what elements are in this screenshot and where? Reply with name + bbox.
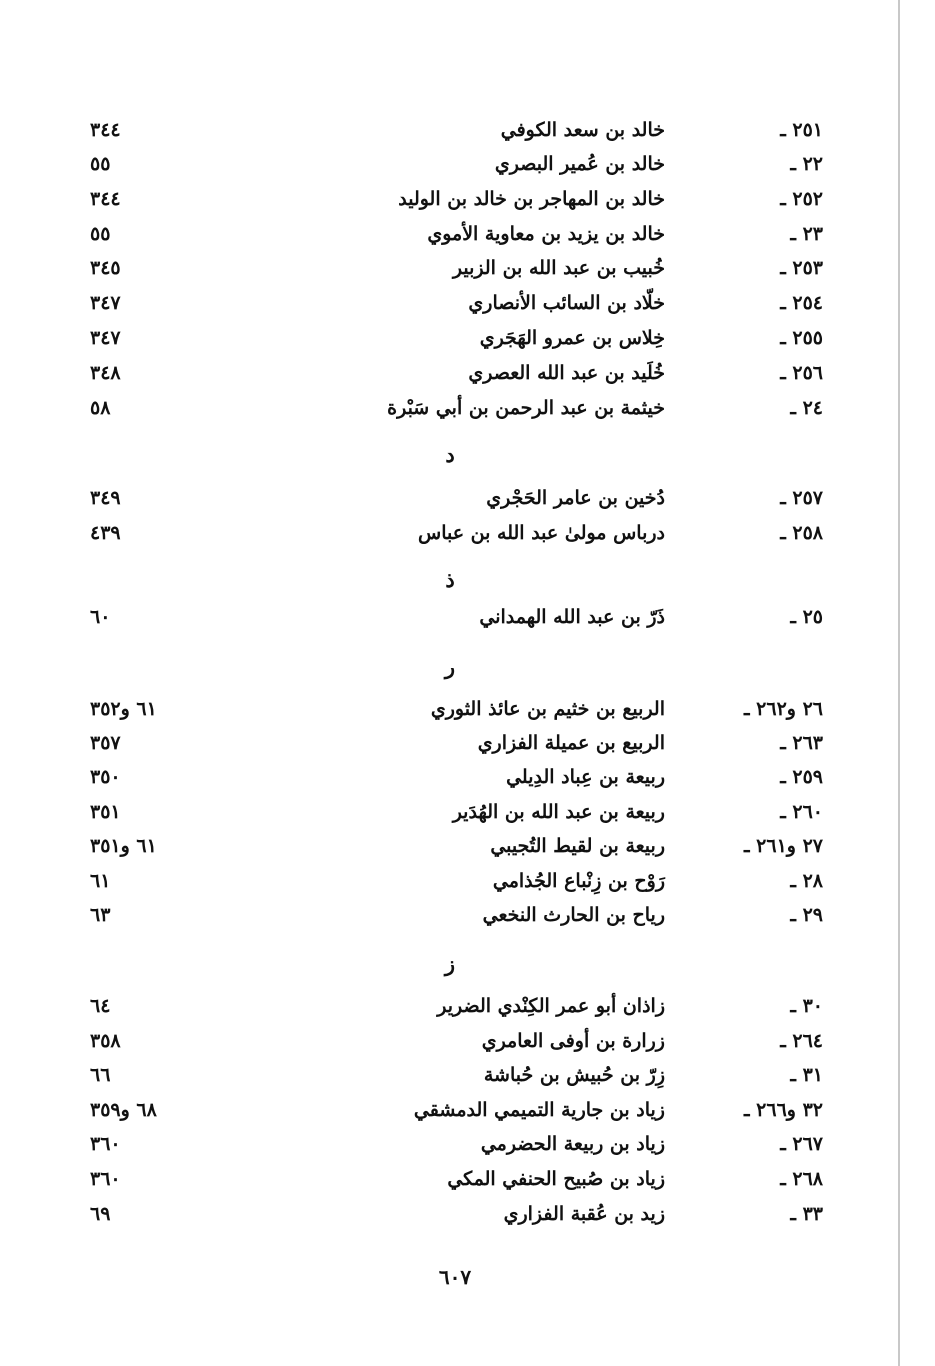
entry-name: الربيع بن خثيم بن عائذ الثوري [430,698,665,720]
entry-number: ٢٥٢ ـ [780,188,823,210]
entry-number: ٢٢ ـ [790,153,823,175]
entry-number: ٢٧ و٢٦١ ـ [743,835,823,857]
entry-page: ٥٥ [90,153,111,175]
entry-page: ٦١ و٣٥١ [90,835,157,857]
entry-page: ٣٥١ [90,801,121,823]
entry-number: ٣١ ـ [790,1064,823,1086]
entry-name: خُلَيد بن عبد الله العصري [468,362,665,384]
entry-number: ٢٤ ـ [790,397,823,419]
index-entry [0,287,935,319]
entry-name: خالد بن المهاجر بن خالد بن الوليد [398,188,665,210]
entry-number: ٢٥٥ ـ [780,327,823,349]
index-entry [0,517,935,549]
entry-name: خلّاد بن السائب الأنصاري [468,292,665,314]
entry-number: ٢٥٩ ـ [780,766,823,788]
entry-page: ٣٤٩ [90,487,121,509]
entry-page: ٣٥٧ [90,732,121,754]
section-letter-heading: د [445,442,455,467]
entry-number: ٢٦٤ ـ [780,1030,823,1052]
entry-page: ٦٩ [90,1203,111,1225]
index-entry [0,830,935,862]
index-entry [0,322,935,354]
entry-name: زياد بن ربيعة الحضرمي [480,1133,665,1155]
entry-number: ٣٣ ـ [790,1203,823,1225]
index-entry [0,1163,935,1195]
entry-page: ٥٥ [90,223,111,245]
entry-number: ٢٥٣ ـ [780,257,823,279]
index-entry [0,357,935,389]
entry-page: ٦٤ [90,995,111,1017]
entry-name: زياد بن جارية التميمي الدمشقي [413,1099,665,1121]
entry-name: درباس مولىٰ عبد الله بن عباس [418,522,665,544]
index-entry [0,727,935,759]
entry-name: ربيعة بن لقيط التُجيبي [490,835,665,857]
entry-page: ٣٤٧ [90,327,121,349]
entry-name: ذَرّ بن عبد الله الهمداني [479,606,665,628]
entry-number: ٢٦٣ ـ [780,732,823,754]
section-letter-heading: ر [444,654,456,679]
entry-name: ربيعة بن عبد الله بن الهُدَير [452,801,665,823]
page-number: ٦٠٧ [438,1265,472,1289]
index-entry [0,148,935,180]
entry-number: ٢٥٦ ـ [780,362,823,384]
index-entry [0,482,935,514]
entry-name: زرارة بن أوفى العامري [481,1030,665,1052]
index-entry [0,990,935,1022]
entry-page: ٦١ و٣٥٢ [90,698,157,720]
section-letter-heading: ز [444,951,456,976]
index-entry [0,218,935,250]
entry-name: دُخين بن عامر الحَجْري [486,487,665,509]
entry-number: ٢٥٧ ـ [780,487,823,509]
entry-name: زِرّ بن حُبيش بن حُباشة [483,1064,665,1086]
entry-name: ربيعة بن عِباد الدِيلي [506,766,665,788]
entry-name: خالد بن يزيد بن معاوية الأموي [427,223,665,245]
entry-number: ٢٥٤ ـ [780,292,823,314]
entry-page: ٦١ [90,870,111,892]
entry-number: ٣٢ و٢٦٦ ـ [743,1099,823,1121]
entry-name: الربيع بن عميلة الفزاري [477,732,665,754]
entry-number: ٢٨ ـ [790,870,823,892]
entry-name: زياد بن صُبيح الحنفي المكي [447,1168,665,1190]
entry-name: خالد بن سعد الكوفي [500,119,665,141]
index-entry [0,761,935,793]
index-entry [0,1198,935,1230]
entry-name: زيد بن عُقبة الفزاري [503,1203,665,1225]
entry-number: ٢٥ ـ [790,606,823,628]
entry-page: ٤٣٩ [90,522,121,544]
entry-name: خِلاس بن عمرو الهَجَري [479,327,665,349]
entry-number: ٢٥٨ ـ [780,522,823,544]
index-entry [0,1128,935,1160]
entry-page: ٦٦ [90,1064,111,1086]
entry-page: ٣٥٠ [90,766,121,788]
index-entry [0,865,935,897]
index-entry [0,252,935,284]
entry-number: ٢٣ ـ [790,223,823,245]
index-entry [0,899,935,931]
entry-name: رَوْح بن زِنْباع الجُذامي [492,870,665,892]
entry-page: ٦٠ [90,606,111,628]
entry-page: ٣٦٠ [90,1168,121,1190]
index-entry [0,796,935,828]
entry-page: ٦٨ و٣٥٩ [90,1099,157,1121]
index-entry [0,1094,935,1126]
entry-name: خُبيب بن عبد الله بن الزبير [452,257,665,279]
entry-name: رياح بن الحارث النخعي [482,904,665,926]
entry-number: ٢٥١ ـ [780,119,823,141]
entry-number: ٢٦٨ ـ [780,1168,823,1190]
entry-page: ٣٤٥ [90,257,121,279]
entry-page: ٥٨ [90,397,111,419]
index-entry [0,183,935,215]
index-entry [0,601,935,633]
entry-number: ٢٦٠ ـ [780,801,823,823]
entry-number: ٢٦ و٢٦٢ ـ [743,698,823,720]
index-entry [0,1025,935,1057]
index-entry [0,392,935,424]
entry-page: ٦٣ [90,904,111,926]
entry-page: ٣٤٨ [90,362,121,384]
entry-name: خيثمة بن عبد الرحمن بن أبي سَبْرة [387,397,665,419]
entry-name: زاذان أبو عمر الكِنْدي الضرير [437,995,665,1017]
index-entry [0,693,935,725]
entry-number: ٣٠ ـ [790,995,823,1017]
index-entry [0,1059,935,1091]
entry-number: ٢٩ ـ [790,904,823,926]
index-entry [0,114,935,146]
entry-page: ٣٤٤ [90,119,121,141]
entry-page: ٣٥٨ [90,1030,121,1052]
entry-page: ٣٤٤ [90,188,121,210]
entry-page: ٣٤٧ [90,292,121,314]
section-letter-heading: ذ [445,567,455,592]
entry-page: ٣٦٠ [90,1133,121,1155]
entry-number: ٢٦٧ ـ [780,1133,823,1155]
entry-name: خالد بن عُمير البصري [494,153,665,175]
